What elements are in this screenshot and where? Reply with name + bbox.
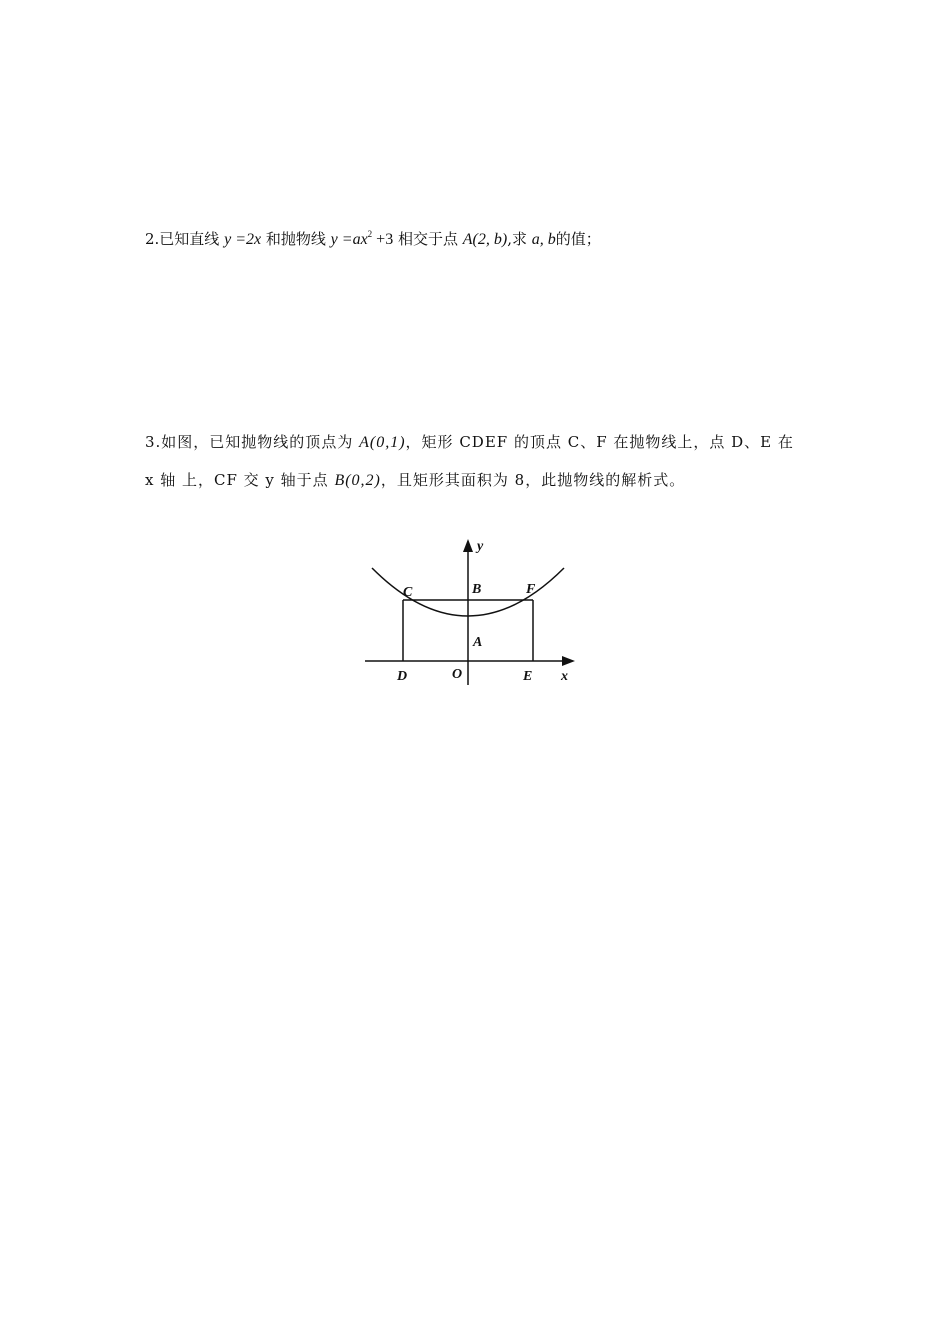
problem-3-line-1-prefix: 3.如图，已知抛物线的顶点为 — [145, 433, 354, 451]
label-y: y — [477, 539, 484, 554]
parabola-equation-tail: +3 — [376, 231, 394, 248]
problem-3-line-2 — [145, 471, 685, 490]
problem-2-mid2: 相交于点 — [397, 230, 458, 248]
label-x: x — [561, 669, 568, 684]
line-equation: y =2x — [224, 231, 262, 248]
problem-3-line-2-suffix: ，且矩形其面积为 8，此抛物线的解析式。 — [380, 471, 686, 489]
label-e: E — [523, 669, 533, 684]
vertex-point: A(0,1) — [359, 434, 406, 451]
problem-2 — [145, 229, 601, 249]
unknown-vars: a, b — [531, 231, 556, 248]
point-b: B(0,2) — [334, 472, 381, 489]
y-axis-arrow — [463, 539, 473, 552]
label-b: B — [472, 582, 482, 597]
intersection-point: A(2, b) — [462, 231, 508, 248]
problem-2-mid3: ,求 — [507, 230, 527, 248]
label-d: D — [397, 669, 408, 684]
problem-2-suffix: 的值； — [555, 230, 601, 248]
parabola-equation-base: y =ax — [330, 231, 368, 248]
label-f: F — [526, 582, 536, 597]
problem-2-mid1: 和抛物线 — [265, 230, 326, 248]
problem-3-line-2-prefix: x 轴 上，CF 交 y 轴于点 — [145, 471, 329, 489]
label-o: O — [452, 667, 463, 682]
parabola-figure — [360, 535, 580, 690]
x-axis-arrow — [562, 656, 575, 666]
problem-3-line-1-suffix: ，矩形 CDEF 的顶点 C、F 在抛物线上，点 D、E 在 — [405, 433, 794, 451]
problem-3-line-1 — [145, 433, 794, 452]
problem-2-prefix: 2.已知直线 — [145, 230, 220, 248]
parabola-equation — [331, 231, 394, 248]
parabola-exponent: 2 — [367, 229, 373, 239]
label-c: C — [403, 585, 413, 600]
label-a: A — [473, 635, 483, 650]
